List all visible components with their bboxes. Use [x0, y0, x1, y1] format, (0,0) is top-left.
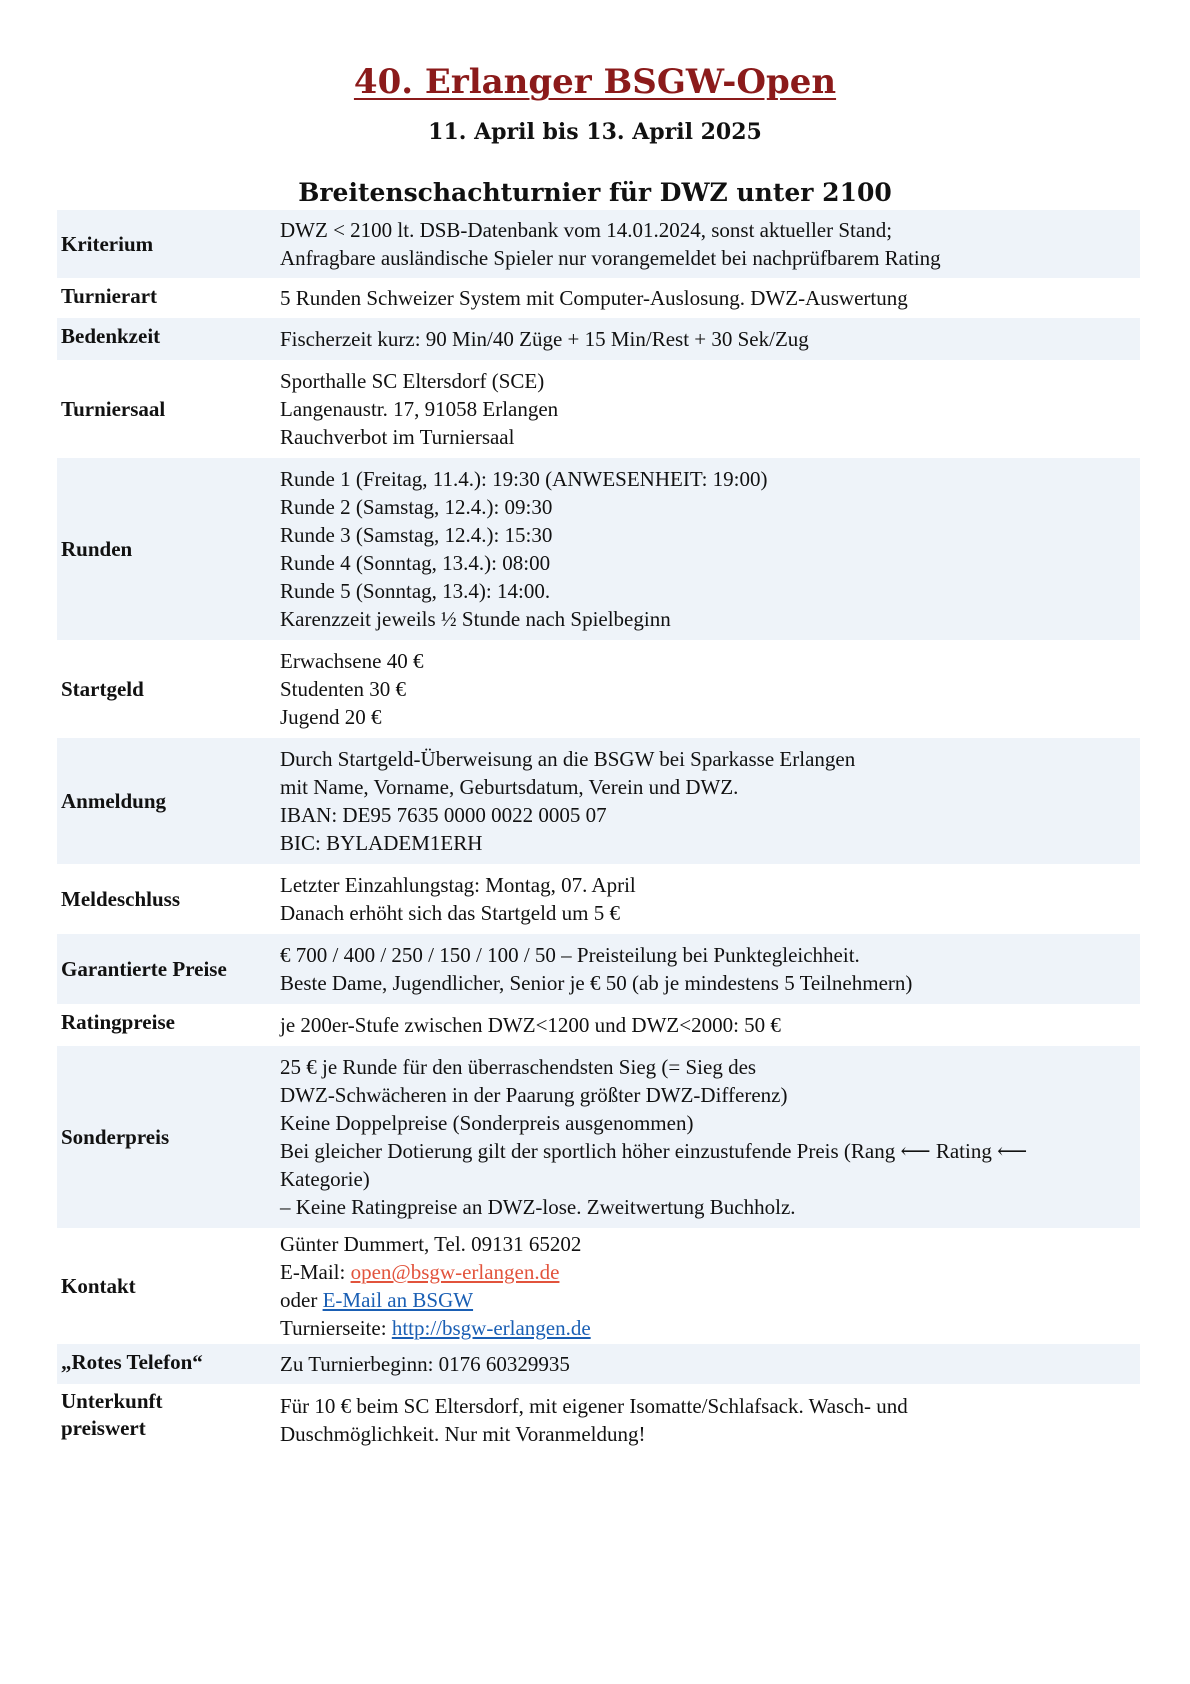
row-unterkunft: [57, 1384, 1140, 1454]
page-title: 40. Erlanger BSGW-Open: [353, 62, 837, 102]
tournament-site-link[interactable]: http://bsgw-erlangen.de: [391, 1316, 591, 1340]
row-runden: [57, 458, 1140, 640]
value-line: Keine Doppelpreise (Sonderpreis ausgenommen): [280, 1111, 694, 1135]
value-line: Beste Dame, Jugendlicher, Senior je € 50 (ab je mindestens 5 Teilnehmern): [280, 971, 913, 995]
row-label: Sonderpreis: [57, 1046, 280, 1228]
date-range: 11. April bis 13. April 2025: [428, 119, 762, 145]
row-value: [280, 278, 1140, 318]
email-bsgw-link[interactable]: E-Mail an BSGW: [322, 1288, 474, 1312]
label-line: preiswert: [61, 1416, 146, 1440]
value-line: BIC: BYLADEM1ERH: [280, 831, 483, 855]
email-link[interactable]: open@bsgw-erlangen.de: [350, 1260, 560, 1284]
value-line: Anfragbare ausländische Spieler nur vorangemeldet bei nachprüfbarem Rating: [280, 246, 941, 270]
row-value: [280, 1004, 1140, 1046]
value-line: mit Name, Vorname, Geburtsdatum, Verein und DWZ.: [280, 775, 739, 799]
row-label: [57, 1384, 280, 1454]
row-label: Garantierte Preise: [57, 934, 280, 1004]
value-line: IBAN: DE95 7635 0000 0022 0005 07: [280, 803, 607, 827]
contact-email-line: [280, 1258, 1140, 1286]
value-line: Letzter Einzahlungstag: Montag, 07. April: [280, 873, 636, 897]
row-value: [280, 934, 1140, 1004]
row-label: Kriterium: [57, 210, 280, 278]
tournament-info-table: [57, 210, 1140, 1454]
value-line: Runde 5 (Sonntag, 13.4): 14:00.: [280, 579, 551, 603]
row-value: [280, 864, 1140, 934]
label-line: Unterkunft: [61, 1389, 163, 1413]
value-line: DWZ < 2100 lt. DSB-Datenbank vom 14.01.2024, sonst aktueller Stand;: [280, 218, 893, 242]
row-turnierart: [57, 278, 1140, 318]
row-kontakt: [57, 1228, 1140, 1344]
row-garantierte-preise: [57, 934, 1140, 1004]
value-line: DWZ-Schwächeren in der Paarung größter DWZ-Differenz): [280, 1083, 788, 1107]
row-label: Turniersaal: [61, 397, 166, 421]
row-value: [280, 640, 1140, 738]
row-rotes-telefon: [57, 1344, 1140, 1384]
row-ratingpreise: [57, 1004, 1140, 1046]
row-label: Kontakt: [61, 1274, 136, 1298]
value-line: Jugend 20 €: [280, 705, 382, 729]
row-label: Turnierart: [61, 284, 158, 308]
value-line: – Keine Ratingpreise an DWZ-lose. Zweitwertung Buchholz.: [280, 1195, 796, 1219]
value-line: 5 Runden Schweizer System mit Computer-Auslosung. DWZ-Auswertung: [280, 286, 908, 310]
value-line: je 200er-Stufe zwischen DWZ<1200 und DWZ<2000: 50 €: [280, 1013, 781, 1037]
value-line: Für 10 € beim SC Eltersdorf, mit eigener Isomatte/Schlafsack. Wasch- und: [280, 1394, 908, 1418]
row-label: Runden: [57, 458, 280, 640]
value-line: Rauchverbot im Turniersaal: [280, 425, 515, 449]
row-value: [280, 360, 1140, 458]
value-line: Runde 1 (Freitag, 11.4.): 19:30 (ANWESENHEIT: 19:00): [280, 467, 768, 491]
row-sonderpreis: [57, 1046, 1140, 1228]
row-value: [280, 1384, 1140, 1454]
value-line: Studenten 30 €: [280, 677, 406, 701]
row-label: „Rotes Telefon“: [57, 1344, 280, 1384]
row-value: [280, 1344, 1140, 1384]
email-prefix: E-Mail:: [280, 1260, 351, 1284]
value-line: Duschmöglichkeit. Nur mit Voranmeldung!: [280, 1422, 646, 1446]
site-prefix: Turnierseite:: [280, 1316, 392, 1340]
value-line: Sporthalle SC Eltersdorf (SCE): [280, 369, 545, 393]
row-kriterium: [57, 210, 1140, 278]
value-line: Karenzzeit jeweils ½ Stunde nach Spielbeginn: [280, 607, 671, 631]
row-label: Meldeschluss: [61, 887, 181, 911]
row-label: Bedenkzeit: [57, 318, 280, 360]
row-value: [280, 1046, 1140, 1228]
row-value: [280, 458, 1140, 640]
value-line: Runde 3 (Samstag, 12.4.): 15:30: [280, 523, 553, 547]
value-line: Erwachsene 40 €: [280, 649, 424, 673]
value-line: Runde 4 (Sonntag, 13.4.): 08:00: [280, 551, 551, 575]
row-value: [280, 318, 1140, 360]
row-label: Startgeld: [61, 677, 144, 701]
value-line: Danach erhöht sich das Startgeld um 5 €: [280, 901, 620, 925]
value-line: Fischerzeit kurz: 90 Min/40 Züge + 15 Min/Rest + 30 Sek/Zug: [280, 327, 809, 351]
row-anmeldung: [57, 738, 1140, 864]
value-line: Langenaustr. 17, 91058 Erlangen: [280, 397, 559, 421]
row-startgeld: [57, 640, 1140, 738]
oder-prefix: oder: [280, 1288, 323, 1312]
row-label: Ratingpreise: [61, 1010, 175, 1034]
row-turniersaal: [57, 360, 1140, 458]
contact-oder-line: [280, 1286, 1140, 1314]
value-line: € 700 / 400 / 250 / 150 / 100 / 50 – Preisteilung bei Punktegleichheit.: [280, 943, 860, 967]
contact-site-line: [280, 1314, 1140, 1342]
value-line: Bei gleicher Dotierung gilt der sportlich höher einzustufende Preis (Rang ⟵ Rating ⟵: [280, 1139, 1028, 1163]
row-value: [280, 738, 1140, 864]
row-bedenkzeit: [57, 318, 1140, 360]
value-line: Kategorie): [280, 1167, 370, 1191]
value-line: Runde 2 (Samstag, 12.4.): 09:30: [280, 495, 553, 519]
value-line: Zu Turnierbeginn: 0176 60329935: [280, 1352, 570, 1376]
value-line: 25 € je Runde für den überraschendsten Sieg (= Sieg des: [280, 1055, 757, 1079]
value-line: Durch Startgeld-Überweisung an die BSGW bei Sparkasse Erlangen: [280, 747, 856, 771]
row-meldeschluss: [57, 864, 1140, 934]
row-value: [280, 1228, 1140, 1344]
contact-person: Günter Dummert, Tel. 09131 65202: [280, 1232, 582, 1256]
tournament-heading: Breitenschachturnier für DWZ unter 2100: [298, 178, 892, 207]
row-label: Anmeldung: [57, 738, 280, 864]
row-value: [280, 210, 1140, 278]
